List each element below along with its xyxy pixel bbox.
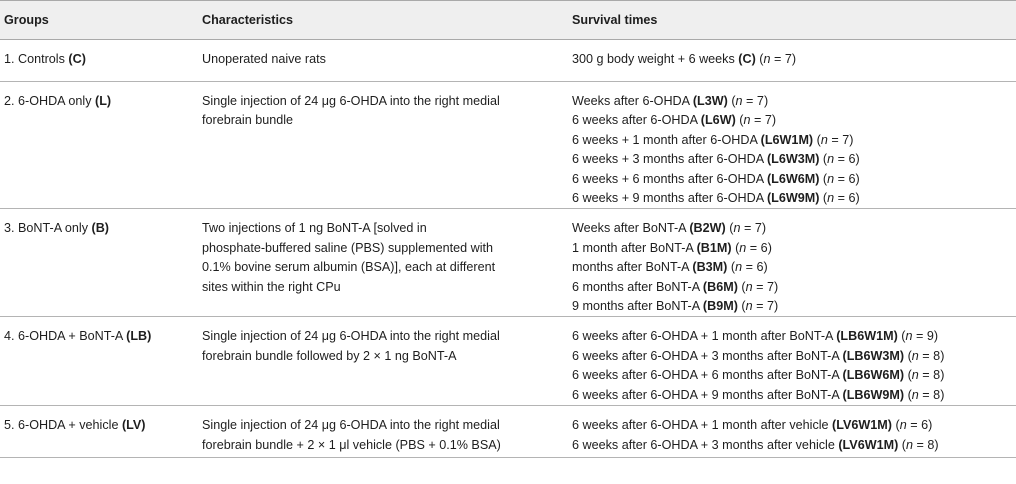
n-open: (	[755, 52, 764, 66]
table-body	[0, 40, 1016, 458]
n-symbol: n	[745, 279, 753, 294]
survival-code: (LV6W1M)	[838, 437, 899, 452]
n-open: (	[727, 94, 736, 108]
survival-description: 6 weeks after 6-OHDA + 1 month after vehicle	[572, 418, 833, 433]
n-open: (	[731, 240, 740, 255]
n-value: 7	[766, 299, 774, 314]
n-equals: =	[742, 94, 757, 108]
n-open: (	[819, 191, 828, 206]
n-symbol: n	[735, 260, 743, 275]
header-row	[0, 1, 1016, 40]
n-symbol: n	[733, 221, 741, 236]
n-equals: =	[834, 171, 849, 186]
n-symbol: n	[905, 329, 913, 344]
survival-entry	[572, 278, 1012, 297]
survival-code: (L6W1M)	[760, 132, 814, 147]
survival-description: 6 weeks after 6-OHDA	[572, 113, 701, 128]
survival-description: 6 weeks after 6-OHDA + 6 months after BoNT-A	[572, 368, 843, 383]
table-row	[0, 406, 1016, 458]
n-close: )	[791, 52, 797, 66]
n-open: (	[904, 348, 912, 363]
n-open: (	[737, 279, 746, 294]
n-symbol: n	[763, 52, 771, 66]
n-value: 6	[756, 260, 764, 275]
n-open: (	[813, 132, 821, 147]
table-row	[0, 209, 1016, 317]
survival-description: 1 month after BoNT-A	[572, 240, 697, 255]
n-value: 6	[760, 240, 768, 255]
n-equals: =	[740, 221, 755, 236]
survival-code: (LB6W1M)	[836, 329, 898, 344]
n-symbol: n	[911, 348, 919, 363]
survival-entry	[572, 239, 1012, 258]
survival-code: (LV6W1M)	[832, 418, 892, 433]
survival-entry	[572, 92, 1012, 111]
characteristics-cell	[198, 40, 568, 82]
n-equals: =	[913, 437, 928, 452]
survival-code: (B2W)	[689, 221, 726, 236]
n-value: 8	[927, 437, 935, 452]
survival-code: (LB6W6M)	[842, 368, 905, 383]
characteristics-line: 0.1% bovine serum albumin (BSA)], each at different	[202, 260, 496, 275]
survival-entry	[572, 366, 1012, 385]
n-value: 7	[842, 132, 850, 147]
group-label: 4. 6-OHDA + BoNT-A	[4, 329, 127, 344]
n-open: (	[725, 221, 734, 236]
header-characteristics: Characteristics	[198, 1, 568, 40]
n-symbol: n	[743, 113, 751, 128]
survival-code: (B1M)	[696, 240, 732, 255]
group-code: (B)	[91, 221, 109, 236]
survival-code: (L3W)	[692, 94, 728, 108]
n-open: (	[735, 113, 744, 128]
characteristics-cell	[198, 209, 568, 317]
group-label: 5. 6-OHDA + vehicle	[4, 418, 122, 433]
characteristics-line: forebrain bundle followed by 2 × 1 ng BoNT-A	[202, 348, 457, 363]
survival-entry	[572, 189, 1012, 208]
survival-description: 6 weeks + 1 month after 6-OHDA	[572, 132, 761, 147]
survival-entry	[572, 416, 1012, 435]
n-symbol: n	[827, 191, 835, 206]
characteristics-cell	[198, 406, 568, 458]
n-open: (	[904, 387, 912, 402]
n-close: )	[940, 387, 945, 402]
n-value: 8	[933, 348, 941, 363]
survival-description: Weeks after 6-OHDA	[572, 94, 693, 108]
group-cell	[0, 406, 198, 458]
characteristics-line: Two injections of 1 ng BoNT-A [solved in	[202, 221, 427, 236]
group-label: 3. BoNT-A only	[4, 221, 92, 236]
n-value: 6	[848, 191, 856, 206]
survival-code: (C)	[738, 52, 756, 66]
survival-entry	[572, 50, 1012, 69]
survival-cell	[568, 82, 1016, 209]
survival-code: (L6W3M)	[766, 152, 820, 167]
group-code: (C)	[68, 52, 86, 66]
survival-code: (B9M)	[702, 299, 738, 314]
survival-description: 6 weeks + 3 months after 6-OHDA	[572, 152, 767, 167]
survival-cell	[568, 317, 1016, 406]
n-equals: =	[918, 368, 934, 383]
n-value: 7	[766, 279, 774, 294]
n-equals: =	[746, 240, 761, 255]
group-code: (L)	[95, 94, 112, 108]
n-value: 9	[926, 329, 934, 344]
survival-description: 6 weeks after 6-OHDA + 3 months after BoNT-A	[572, 348, 843, 363]
n-value: 7	[756, 94, 764, 108]
survival-entry	[572, 219, 1012, 238]
characteristics-line: phosphate-buffered saline (PBS) supplemented with	[202, 240, 494, 255]
survival-entry	[572, 131, 1012, 150]
characteristics-line: Single injection of 24 μg 6-OHDA into the right medial	[202, 418, 500, 433]
n-open: (	[897, 329, 906, 344]
n-open: (	[819, 152, 828, 167]
n-symbol: n	[899, 418, 907, 433]
n-equals: =	[918, 387, 934, 402]
survival-code: (LB6W9M)	[842, 387, 905, 402]
survival-entry	[572, 170, 1012, 189]
n-close: )	[771, 113, 777, 128]
characteristics-line: Single injection of 24 μg 6-OHDA into the right medial	[202, 329, 500, 344]
n-equals: =	[906, 418, 922, 433]
n-value: 7	[754, 221, 762, 236]
survival-code: (L6W6M)	[766, 171, 820, 186]
n-value: 7	[764, 113, 772, 128]
survival-entry	[572, 386, 1012, 405]
characteristics-line: sites within the right CPu	[202, 279, 341, 294]
n-value: 6	[848, 152, 856, 167]
n-open: (	[727, 260, 736, 275]
survival-entry	[572, 327, 1012, 346]
n-equals: =	[742, 260, 757, 275]
n-open: (	[898, 437, 906, 452]
group-cell	[0, 317, 198, 406]
group-code: (LB)	[126, 329, 152, 344]
n-close: )	[928, 418, 933, 433]
characteristics-cell	[198, 82, 568, 209]
n-close: )	[940, 348, 945, 363]
n-equals: =	[834, 191, 849, 206]
n-symbol: n	[827, 171, 835, 186]
survival-description: 6 weeks after 6-OHDA + 1 month after BoNT-A	[572, 329, 837, 344]
n-equals: =	[750, 113, 765, 128]
group-cell	[0, 209, 198, 317]
survival-description: 6 weeks after 6-OHDA + 3 months after vehicle	[572, 437, 839, 452]
group-cell	[0, 40, 198, 82]
n-symbol: n	[911, 368, 919, 383]
table-row	[0, 317, 1016, 406]
group-code: (LV)	[121, 418, 146, 433]
n-close: )	[763, 94, 769, 108]
n-close: )	[934, 437, 939, 452]
n-equals: =	[752, 279, 767, 294]
n-close: )	[933, 329, 939, 344]
n-symbol: n	[820, 132, 828, 147]
n-equals: =	[752, 299, 767, 314]
n-close: )	[849, 132, 854, 147]
n-symbol: n	[827, 152, 835, 167]
n-symbol: n	[745, 299, 753, 314]
survival-cell	[568, 406, 1016, 458]
group-cell	[0, 82, 198, 209]
n-equals: =	[912, 329, 927, 344]
n-close: )	[855, 191, 860, 206]
survival-description: 9 months after BoNT-A	[572, 299, 703, 314]
n-equals: =	[918, 348, 934, 363]
table-row	[0, 40, 1016, 82]
n-value: 6	[848, 171, 856, 186]
table-row	[0, 82, 1016, 209]
n-close: )	[773, 299, 779, 314]
n-close: )	[855, 152, 860, 167]
survival-code: (LB6W3M)	[842, 348, 905, 363]
survival-description: 6 months after BoNT-A	[572, 279, 703, 294]
survival-entry	[572, 347, 1012, 366]
survival-code: (L6W)	[700, 113, 736, 128]
n-open: (	[737, 299, 746, 314]
survival-code: (B3M)	[692, 260, 728, 275]
survival-cell	[568, 40, 1016, 82]
survival-code: (B6M)	[702, 279, 738, 294]
n-close: )	[763, 260, 768, 275]
survival-code: (L6W9M)	[766, 191, 820, 206]
n-close: )	[767, 240, 772, 255]
header-survival-times: Survival times	[568, 1, 1016, 40]
n-equals: =	[770, 52, 785, 66]
n-value: 8	[933, 368, 941, 383]
survival-description: 6 weeks + 6 months after 6-OHDA	[572, 171, 767, 186]
header-groups: Groups	[0, 1, 198, 40]
n-open: (	[904, 368, 912, 383]
survival-cell	[568, 209, 1016, 317]
survival-entry	[572, 436, 1012, 455]
n-value: 7	[784, 52, 792, 66]
n-close: )	[940, 368, 945, 383]
group-label: 2. 6-OHDA only	[4, 94, 95, 108]
characteristics-line: Unoperated naive rats	[202, 52, 326, 66]
n-close: )	[855, 171, 860, 186]
characteristics-cell	[198, 317, 568, 406]
n-value: 6	[921, 418, 929, 433]
n-symbol: n	[911, 387, 919, 402]
n-equals: =	[827, 132, 843, 147]
n-symbol: n	[735, 94, 743, 108]
survival-description: 6 weeks + 9 months after 6-OHDA	[572, 191, 767, 206]
characteristics-line: Single injection of 24 μg 6-OHDA into the right medial	[202, 94, 500, 108]
n-symbol: n	[739, 240, 747, 255]
n-open: (	[819, 171, 828, 186]
survival-entry	[572, 258, 1012, 277]
group-label: 1. Controls	[4, 52, 69, 66]
characteristics-line: forebrain bundle	[202, 113, 294, 128]
survival-entry	[572, 111, 1012, 130]
characteristics-line: forebrain bundle + 2 × 1 μl vehicle (PBS + 0.1% BSA)	[202, 437, 501, 452]
survival-description: 6 weeks after 6-OHDA + 9 months after BoNT-A	[572, 387, 843, 402]
n-value: 8	[933, 387, 941, 402]
n-open: (	[891, 418, 900, 433]
n-close: )	[773, 279, 779, 294]
n-close: )	[761, 221, 767, 236]
survival-entry	[572, 150, 1012, 169]
survival-entry	[572, 297, 1012, 316]
survival-description: 300 g body weight + 6 weeks	[572, 52, 739, 66]
n-equals: =	[834, 152, 849, 167]
survival-description: months after BoNT-A	[572, 260, 693, 275]
survival-description: Weeks after BoNT-A	[572, 221, 690, 236]
n-symbol: n	[905, 437, 913, 452]
